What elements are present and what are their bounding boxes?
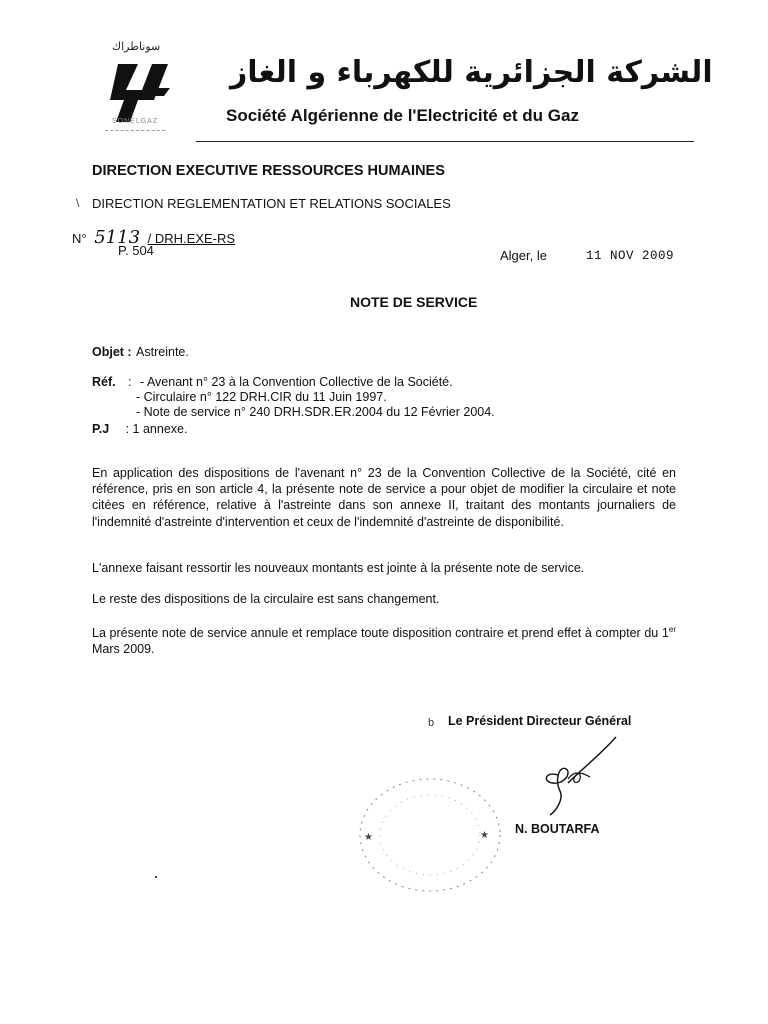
- logo-divider: [105, 130, 165, 131]
- logo-subtitle: SONELGAZ: [112, 118, 159, 125]
- pj-line: [92, 420, 187, 438]
- body-paragraph-1: En application des dispositions de l'avenant n° 23 de la Convention Collective de la Société, cité en référence, pris en son article 4, la présente note de service a pour objet de modifier la circulaire et note citées en référence, relative à l'astreinte dans son annexe II, traitant des montants journaliers de l'indemnité d'astreinte d'intervention et ceux de l'indemnité d'astreinte de disponibilité.: [92, 466, 676, 529]
- company-name-arabic: الشركة الجزائرية للكهرباء و الغاز: [230, 55, 713, 90]
- speck: [155, 876, 157, 878]
- document-title: NOTE DE SERVICE: [350, 294, 478, 310]
- svg-text:★: ★: [480, 830, 489, 841]
- svg-text:★: ★: [364, 832, 373, 843]
- body-paragraph-4-end: Mars 2009.: [92, 642, 155, 657]
- company-name-french: Société Algérienne de l'Electricité et du Gaz: [226, 106, 579, 125]
- objet-line: [92, 343, 189, 361]
- round-stamp-icon: [350, 770, 510, 900]
- reference-item: - Note de service n° 240 DRH.SDR.ER.2004 du 12 Février 2004.: [136, 405, 495, 419]
- logo-arabic-caption: سوناطراك: [112, 40, 161, 53]
- place-label: Alger, le: [500, 248, 547, 263]
- pj-value: : 1 annexe.: [125, 422, 188, 436]
- reference-item: - Circulaire n° 122 DRH.CIR du 11 Juin 1997.: [136, 390, 387, 404]
- body-paragraph-4-start: La présente note de service annule et remplace toute disposition contraire et prend effet à compter du 1: [92, 626, 669, 641]
- objet-value: Astreinte.: [136, 345, 189, 359]
- page-reference: P. 504: [118, 243, 154, 258]
- margin-tick: \: [76, 196, 80, 210]
- reference-code: / DRH.EXE-RS: [147, 231, 236, 246]
- header-rule: [196, 141, 694, 142]
- signer-title: Le Président Directeur Général: [448, 714, 632, 728]
- sonelgaz-logo-icon: [108, 60, 172, 126]
- reference-prefix: N°: [72, 231, 87, 246]
- direction-reglementation: DIRECTION REGLEMENTATION ET RELATIONS SOCIALES: [92, 196, 451, 211]
- body-paragraph-2: L'annexe faisant ressortir les nouveaux montants est jointe à la présente note de service.: [92, 561, 585, 575]
- direction-executive: DIRECTION EXECUTIVE RESSOURCES HUMAINES: [92, 163, 445, 179]
- date-stamp: 11 NOV 2009: [586, 249, 675, 263]
- reference-handwritten-number: 5113: [94, 227, 141, 248]
- initial-mark: b: [428, 717, 435, 729]
- body-paragraph-4-sup: er: [668, 625, 676, 634]
- reference-item: - Avenant n° 23 à la Convention Collective de la Société.: [140, 375, 453, 389]
- signer-name: N. BOUTARFA: [515, 822, 600, 836]
- body-paragraph-3: Le reste des dispositions de la circulaire est sans changement.: [92, 592, 440, 606]
- references-label: Réf.: [92, 375, 116, 389]
- pj-label: P.J: [92, 422, 110, 436]
- body-paragraph-4: [92, 622, 676, 658]
- objet-label: Objet :: [92, 345, 132, 359]
- references-separator: :: [128, 375, 132, 389]
- signature-icon: [520, 735, 630, 825]
